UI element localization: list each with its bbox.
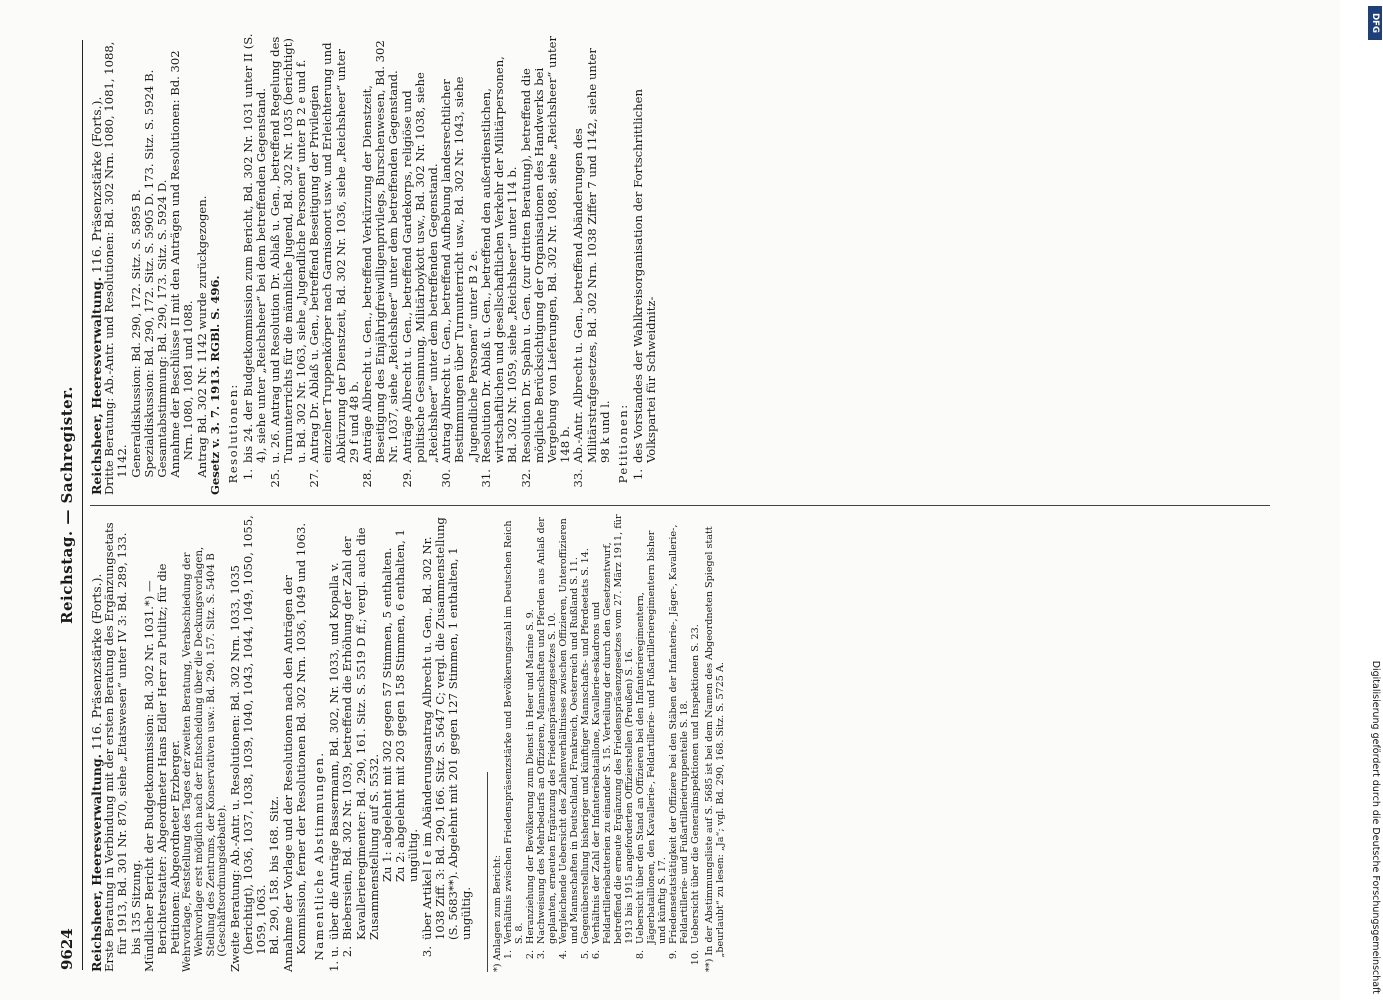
footnote-item: 6. Verhältnis der Zahl der Infanteriebataillone, Kavallerie-eskadrons und Feldartilleriebatterien zu einander S. 15. Verteilung der durch den Gesetzentwurf, betreffend die erneute Ergänzung des Friedenspräsenzgesetzes vom 27. März 1911, für 1913 bis 1915 angeforderten Offizierstellen (Preußen) S. 16.: [591, 514, 636, 960]
paragraph: Erste Beratung in Verbindung mit der ersten Beratung des Ergänzungsetats für 1913, Bd. 301 Nr. 870, siehe „Etatswesen“ unter IV 3: Bd. 289, 133. bis 135 Sitzung.: [102, 522, 143, 972]
paragraph: Annahme der Vorlage und der Resolutionen nach den Anträgen der Kommission, ferner der Resolutionen Bd. 302 Nrn. 1036, 1049 und 1063.: [280, 522, 308, 972]
paragraph: Wehrvorlage, Feststellung des Tages der zweiten Beratung, Verabschiedung der Wehrvorlage erst möglich nach der Entscheidung über die Deckungsvorlagen, Stellung des Zentrums, der Konservativen usw.: Bd. 290. 157. Sitz. S. 5404 B (Geschäftsordnungsdebatte).: [181, 546, 229, 972]
left-column: [90, 514, 726, 972]
running-header: [58, 40, 83, 970]
paragraph: Annahme der Beschlüsse II mit den Anträgen und Resolutionen: Bd. 302 Nrn. 1080, 1081 und 1088.: [168, 50, 196, 478]
right-column: [90, 33, 659, 495]
paragraph: Mündlicher Bericht der Budgetkommission: Bd. 302 Nr. 1031.*) — Berichterstatter: Abgeordneter Hans Edler Herr zu Putlitz; für die Petitionen: Abgeordneter Erzberger.: [141, 563, 183, 972]
footnotes: [492, 514, 726, 972]
footnote-item: 8. Uebersicht über den Stand an Offizieren bei den Infanterieregimentern, Jägerbataillonen, den Kavallerie-, Feldartillerie- und Fußartillerieregimentern bisher und künftig S. 17.: [635, 530, 669, 960]
paragraph: Zweite Beratung: Ab.-Antr. u. Resolutionen: Bd. 302 Nrn. 1033, 1035 (berichtigt), 1036, 1037, 1038, 1039, 1040, 1043, 1044, 1049, 1050, 1055, 1059, 1063.: [227, 515, 269, 972]
right-heading-bold: Reichsheer, Heeresverwaltung.: [89, 277, 104, 495]
paragraph: Generaldiskussion: Bd. 290, 172. Sitz. S. 5895 B.: [128, 189, 143, 478]
list-item: Zu 2: abgelehnt mit 203 gegen 158 Stimmen, 6 enthalten, 1 ungültig.: [393, 529, 421, 882]
footnote-item: 1. Verhältnis zwischen Friedenspräsenzstärke und Bevölkerungszahl im Deutschen Reich S. 8.: [503, 520, 526, 960]
law-reference: Gesetz v. 3. 7. 1913. RGBl. S. 496.: [207, 275, 222, 495]
list-item: 25. u. 26. Antrag und Resolution Dr. Ablaß u. Gen., betreffend Regelung des Turnunterrichts für die männliche Jugend, Bd. 302 Nr. 1035 (berichtigt) u. Bd. 302 Nr. 1063, siehe „Jugendliche Personen“ unter B 2 e und f.: [267, 36, 309, 488]
list-item: 31. Resolution Dr. Ablaß u. Gen., betreffend den außerdienstlichen, wirtschaftlichen und gesellschaftlichen Verkehr der Militärpersonen, Bd. 302 Nr. 1059, siehe „Reichsheer“ unter 114 b.: [478, 56, 520, 488]
footnote-second: **) In der Abstimmungsliste auf S. 5685 ist bei dem Namen des Abgeordneten Spiegel statt „beurlaubt“ zu lesen: „Ja“; vgl. Bd. 290, 168. Sitz. S. 5725 A.: [704, 526, 727, 972]
paragraph: Bd. 290, 158. bis 168. Sitz.: [267, 795, 282, 955]
list-item: 1. u. 2. über die Anträge Bassermann, Bd. 302, Nr. 1033, und Kopalla v. Biebersiein, Bd. 302 Nr. 1039, betreffend die Erhöhung der Zahl der Kavallerieregimenter: Bd. 290, 161. Sitz. S. 5519 D ff.; vergl. auch die Zusammenstellung auf S. 5532.: [327, 527, 381, 972]
list-item: 3. über Artikel I e im Abänderungsantrag Albrecht u. Gen., Bd. 302 Nr. 1038 Ziff. 3: Bd. 290, 166. Sitz. S. 5647 C; vergl. die Zusammenstellung (S. 5683**). Abgelehnt mit 201 gegen 127 Stimmen, 1 enthalten, 1 ungültig.: [419, 517, 474, 958]
footnote-item: 5. Gegenüberstellung bisheriger und künftiger Mannschafts- und Pferdeetats S. 14.: [580, 548, 592, 960]
dfg-logo: [1368, 6, 1382, 40]
list-item: 27. Antrag Dr. Ablaß u. Gen., betreffend Beseitigung der Privilegien einzelner Truppenkörper nach Garnisonort usw. und Erleichterung und Abkürzung der Dienstzeit, Bd. 302 Nr. 1036, siehe „Reichsheer“ unter 29 f und 48 b.: [307, 42, 361, 488]
running-title: Reichstag. — Sachregister.: [58, 386, 76, 624]
footnote-title: *) Anlagen zum Bericht:: [492, 855, 504, 972]
votes-title: Namentliche Abstimmungen.: [312, 751, 327, 961]
dfg-logo-text: DFG: [1370, 13, 1380, 33]
paragraph: Spezialdiskussion: Bd. 290, 172. Sitz. S. 5905 D. 173. Sitz. S. 5924 B.: [141, 69, 156, 478]
column-divider: [90, 505, 1270, 506]
footnote-item: 4. Vergleichende Uebersicht des Zahlenverhältnisses zwischen Offizieren, Unteroffizieren und Mannschaften in Deutschland, Frankreich, Oesterreich und Rußland S. 11.: [558, 518, 581, 960]
petitions-title: Petitionen:: [615, 403, 630, 484]
list-item: 32. Resolution Dr. Spahn u. Gen. (zur dritten Beratung), betreffend die mögliche Berücksichtigung der Organisationen des Handwerks bei Vergebung von Lieferungen, Bd. 302 Nr. 1088, siehe „Reichsheer“ unter 148 b.: [518, 35, 573, 488]
list-item: 1. des Vorstandes der Wahlkreisorganisation der Fortschrittlichen Volkspartei für Schweidnitz-: [631, 89, 659, 481]
footnote-item: 2. Heranziehung der Bevölkerung zum Dienst in Heer und Marine S. 9.: [525, 609, 537, 960]
left-heading-rest: 116. Präsenzstärke (Forts.).: [89, 573, 104, 755]
footnote-item: 3. Nachweisung des Mehrbedarfs an Offizieren, Mannschaften und Pferden aus Anlaß der geplanten, erneuten Ergänzung des Friedenspräsenzgesetzes S. 10.: [536, 517, 559, 960]
left-heading-bold: Reichsheer, Heeresverwaltung.: [89, 754, 104, 972]
right-heading-rest: 116. Präsenzstärke (Forts.).: [89, 96, 104, 278]
list-item: 33. Ab.-Antr. Albrecht u. Gen., betreffend Abänderungen des Militärstrafgesetzes, Bd. 302 Nrn. 1038 Ziffer 7 und 1142, siehe unter 98 k und l.: [571, 48, 612, 488]
list-item: Zu 1: abgelehnt mit 302 gegen 57 Stimmen, 5 enthalten.: [380, 547, 395, 882]
footnote-item: 9. Friedensetatstätigkeit der Offiziere bei den Stäben der Infanterie-, Jäger-, Kavallerie-, Feldartillerie- und Fußartillerietruppenteile S. 18.: [668, 524, 691, 960]
list-item: 30. Antrag Albrecht u. Gen., betreffend Aufhebung landesrechtlicher Bestimmungen über Turnunterricht usw., Bd. 302 Nr. 1043, siehe „Jugendliche Personen“ unter B 2 e.: [439, 76, 480, 488]
resolutions-title: Resolutionen:: [226, 383, 241, 484]
list-item: 1. bis 24. der Budgetkommission zum Bericht, Bd. 302 Nr. 1031 unter II (S. 4), siehe unter „Reichsheer“ bei dem betreffenden Gegenstand.: [241, 33, 269, 481]
digitization-credit: [1368, 6, 1382, 994]
paragraph: Antrag Bd. 302 Nr. 1142 wurde zurückgezogen.: [194, 195, 209, 478]
page-number: 9624: [58, 928, 76, 970]
paragraph: Dritte Beratung: Ab.-Antr. und Resolutionen: Bd. 302 Nrn. 1080, 1081, 1088, 1142.: [102, 41, 130, 495]
footnote-item: 10. Uebersicht über die Generalinspektionen und Inspektionen S. 23.: [690, 624, 702, 966]
paragraph: Gesamtabstimmung: Bd. 290, 173. Sitz. S. 5924 D.: [155, 179, 170, 478]
credit-text: Digitalisierung gefördert durch die Deutsche Forschungsgemeinschaft: [1370, 660, 1381, 994]
list-item: 28. Anträge Albrecht u. Gen., betreffend Verkürzung der Dienstzeit, Beseitigung des Einjährigfreiwilligenprivilegs, Burschenwesen, Bd. 302 Nr. 1037, siehe „Reichsheer“ unter dem betreffenden Gegenstand.: [360, 40, 401, 488]
list-item: 29. Anträge Albrecht u. Gen., betreffend Gardekorps, religiöse und politische Gesinnung, Militärboykott usw., Bd. 302 Nr. 1038, siehe „Reichsheer“ unter dem betreffenden Gegenstand.: [399, 72, 441, 488]
